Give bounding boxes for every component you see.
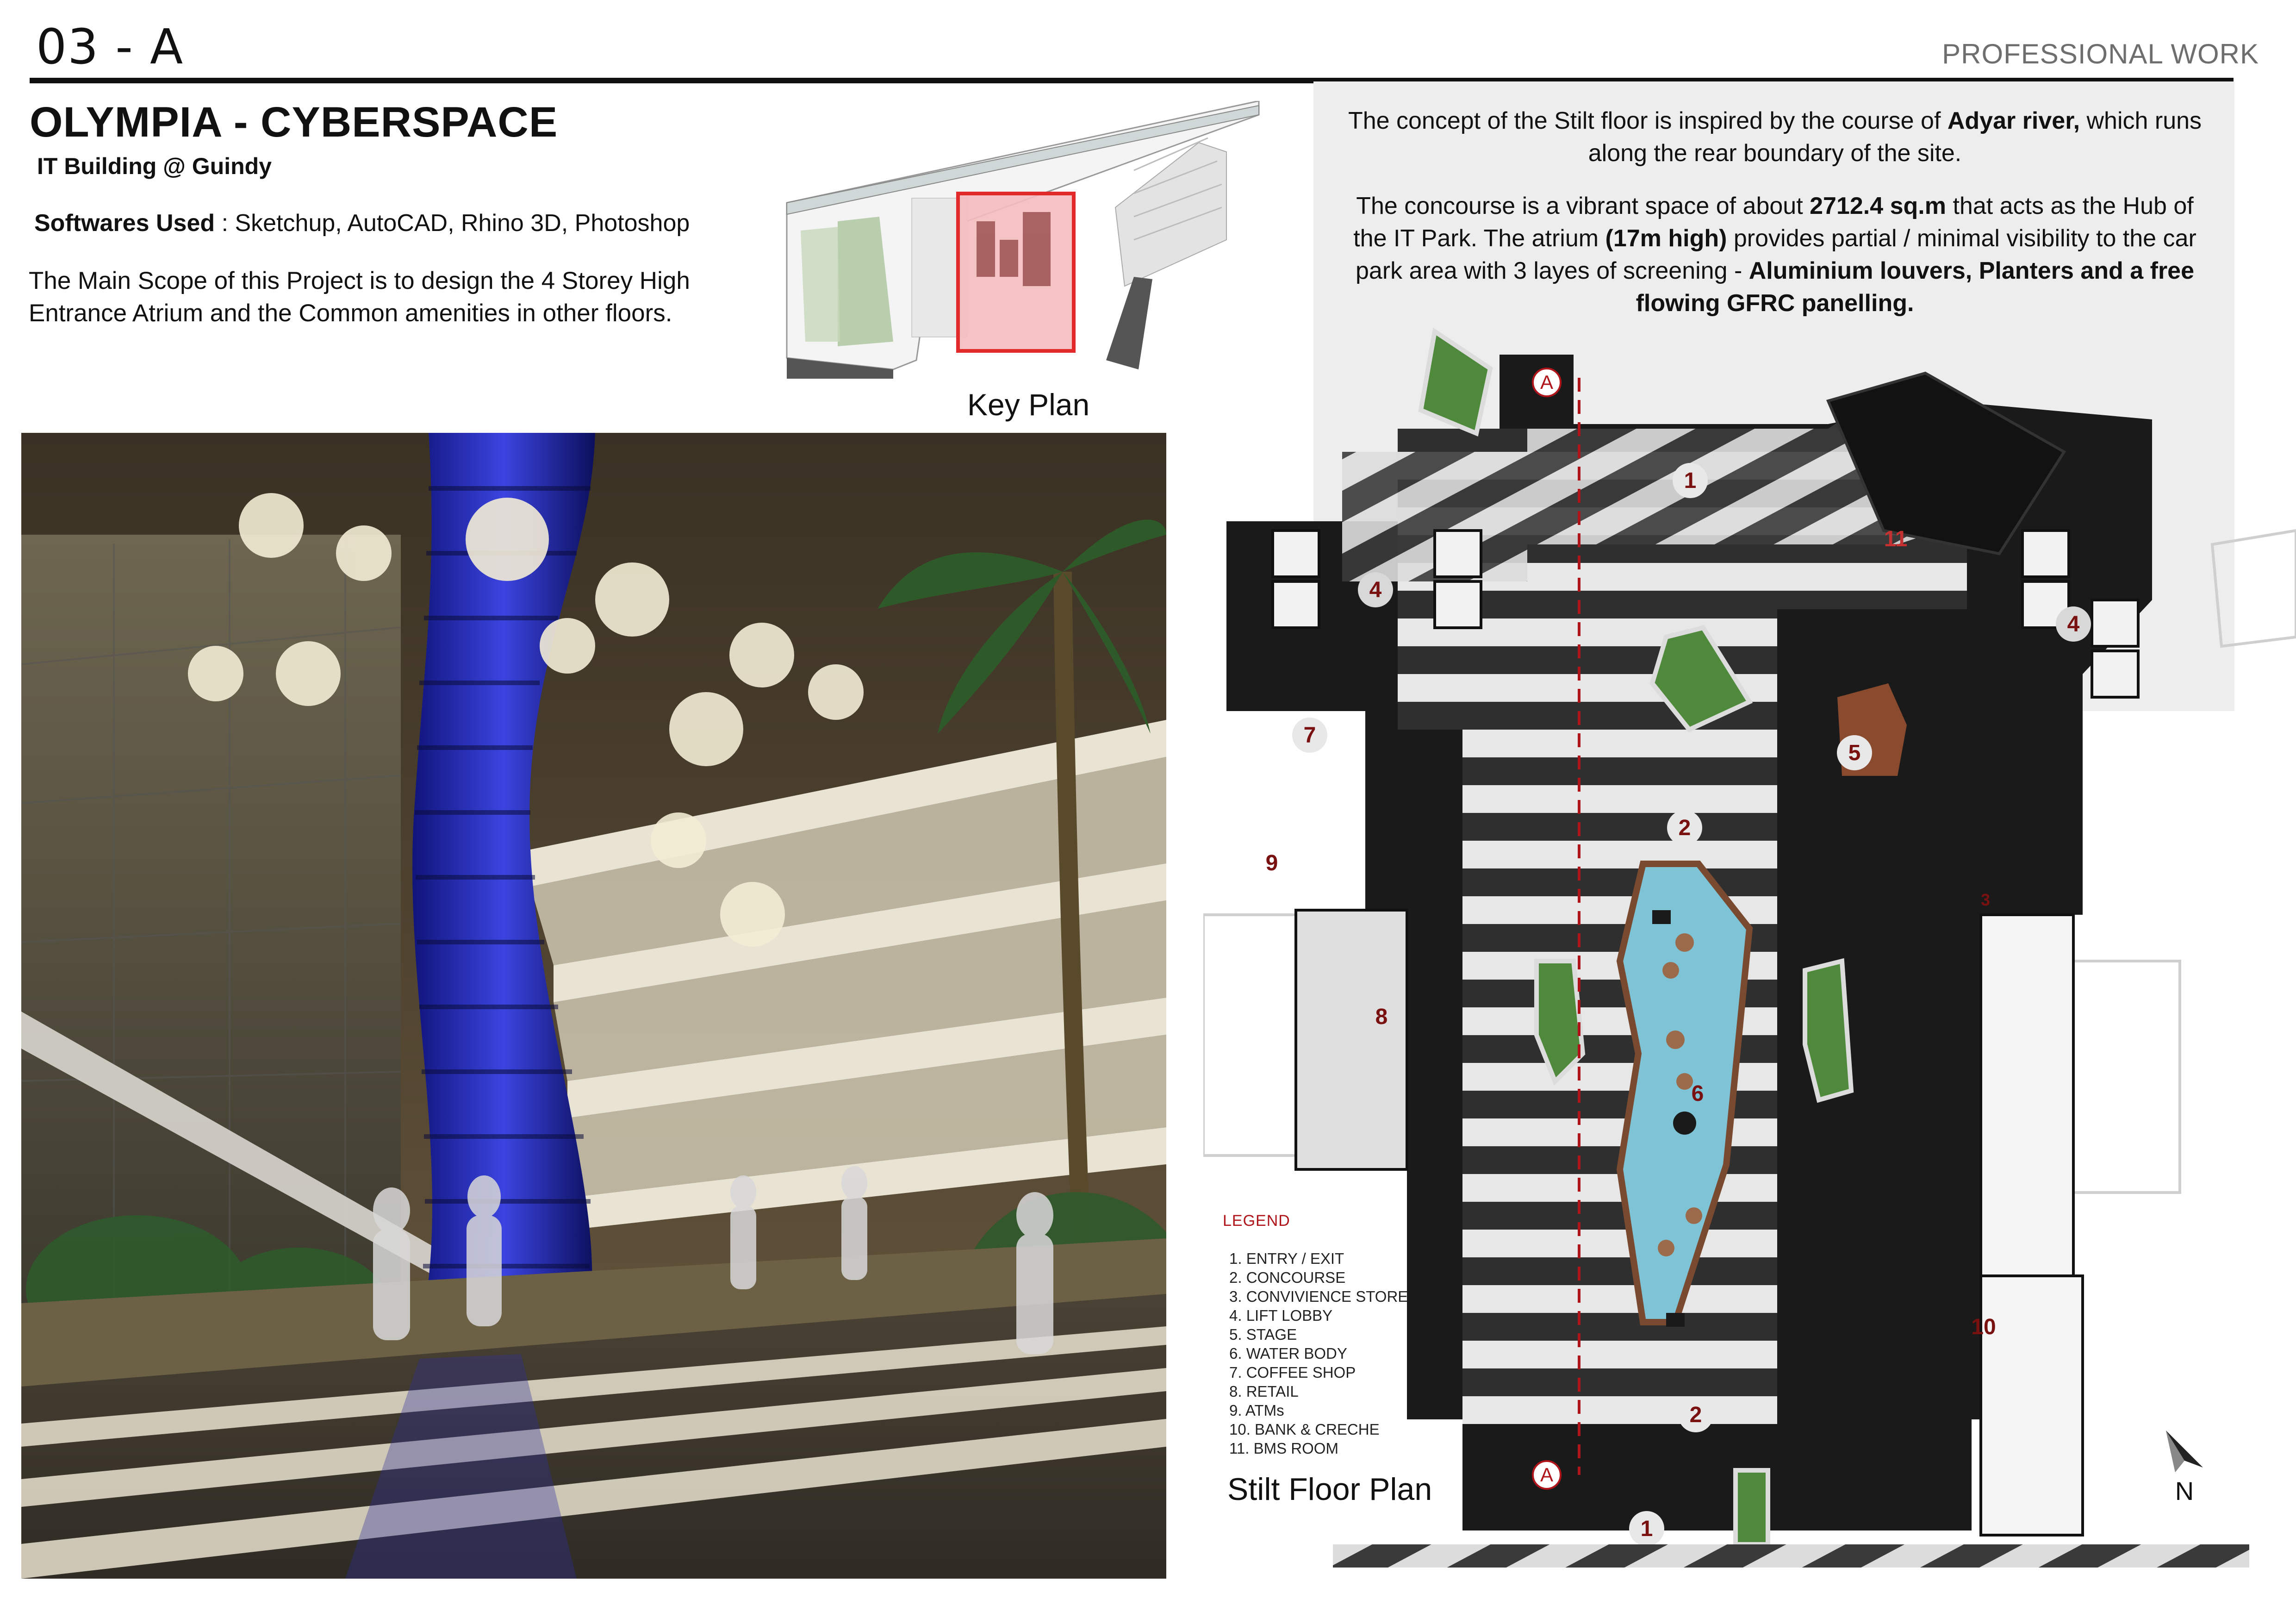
atrium-render-image (21, 433, 1166, 1579)
legend-item: 9. ATMs (1229, 1402, 1284, 1419)
software-label: Softwares Used (34, 210, 215, 237)
software-line (34, 209, 690, 237)
legend-item: 1. ENTRY / EXIT (1229, 1250, 1344, 1267)
tag-water-body: 6 (1691, 1081, 1704, 1106)
section-label: PROFESSIONAL WORK (1942, 38, 2259, 69)
legend-item: 3. CONVIVIENCE STORE (1229, 1288, 1408, 1305)
legend-item: 8. RETAIL (1229, 1383, 1299, 1400)
tag-coffee-shop: 7 (1303, 723, 1316, 748)
plan-title: Stilt Floor Plan (1227, 1472, 1432, 1507)
legend-item: 6. WATER BODY (1229, 1345, 1347, 1362)
tag-entry-top: 1 (1684, 468, 1697, 493)
legend-item: 11. BMS ROOM (1229, 1440, 1338, 1457)
legend-item: 5. STAGE (1229, 1326, 1297, 1343)
tag-atms: 9 (1265, 851, 1278, 875)
tag-concourse-bottom: 2 (1689, 1403, 1702, 1427)
tag-lift-lobby-right: 4 (2067, 612, 2080, 637)
tag-lift-lobby-left: 4 (1369, 578, 1382, 602)
legend-item: 2. CONCOURSE (1229, 1269, 1346, 1286)
tag-concourse-top: 2 (1678, 816, 1691, 840)
tag-bms-room: 11 (1884, 527, 1908, 551)
north-arrow-icon (2157, 1421, 2212, 1505)
tag-convenience-store: 3 (1980, 890, 1991, 909)
key-plan-drawing (782, 101, 1266, 379)
key-plan-label: Key Plan (967, 387, 1090, 422)
scope-text: The Main Scope of this Project is to design the 4 Storey High Entrance Atrium and the Common amenities in other floors. (29, 267, 690, 327)
legend-list (1229, 1249, 1408, 1458)
north-label: N (2175, 1476, 2194, 1505)
project-title: OLYMPIA - CYBERSPACE (30, 99, 558, 146)
tag-retail: 8 (1375, 1005, 1388, 1029)
legend-item: 7. COFFEE SHOP (1229, 1364, 1356, 1381)
sheet-number: 03 - A (36, 19, 184, 75)
section-marker-label-top: A (1540, 371, 1554, 393)
concept-paragraph-1: The concept of the Stilt floor is inspired by the course of Adyar river, which runs along the rear boundary of the site. (1348, 107, 2202, 167)
software-list: : Sketchup, AutoCAD, Rhino 3D, Photoshop (215, 210, 690, 237)
legend-item: 10. BANK & CRECHE (1229, 1421, 1380, 1438)
project-subtitle: IT Building @ Guindy (37, 153, 272, 179)
legend-item: 4. LIFT LOBBY (1229, 1307, 1333, 1324)
tag-stage: 5 (1848, 741, 1861, 765)
tag-bank-creche: 10 (1971, 1315, 1996, 1339)
concept-paragraph-2: The concourse is a vibrant space of about 2712.4 sq.m that acts as the Hub of the IT Park. The atrium (17m high) provides partial / minimal visibility to the car park area with 3 layes of screening - Aluminium louvers, Planters and a free flowing GFRC panelling. (1353, 193, 2196, 317)
tag-entry-bottom: 1 (1640, 1517, 1653, 1541)
legend-title: LEGEND (1223, 1212, 1290, 1230)
section-marker-label-bottom: A (1540, 1464, 1554, 1486)
